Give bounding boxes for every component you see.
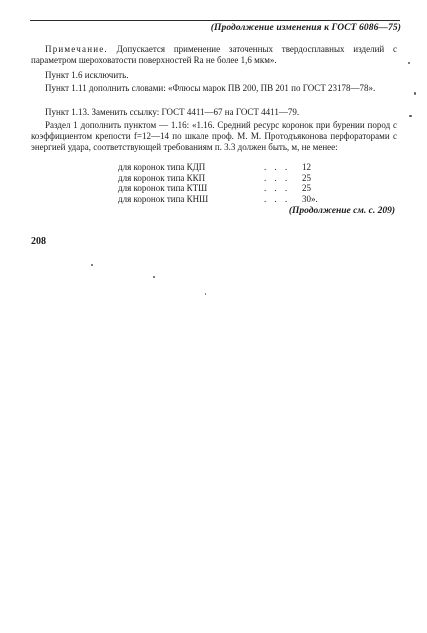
- paragraph-1-11: Пункт 1.11 дополнить словами: «Флюсы марок ПВ 200, ПВ 201 по ГОСТ 23178—78».: [45, 83, 376, 93]
- header-rule: [30, 20, 400, 21]
- scan-speck: [409, 115, 412, 117]
- list-item: [118, 162, 318, 173]
- note-paragraph: [31, 44, 397, 66]
- scan-speck: [153, 276, 155, 278]
- scan-speck: [408, 62, 410, 64]
- list-item-dots: . . .: [264, 162, 291, 172]
- list-item: [118, 194, 318, 205]
- scan-speck: [414, 92, 416, 95]
- list-item-value: 12: [302, 162, 311, 172]
- list-item-label: для коронок типа КТШ: [118, 183, 208, 194]
- header-continuation: (Продолжение изменения к ГОСТ 6086—75): [210, 23, 401, 33]
- list-item-dots: . . .: [264, 193, 291, 204]
- paragraph-1-6: Пункт 1.6 исключить.: [45, 70, 129, 80]
- scan-speck: [205, 293, 206, 295]
- list-item-value: 25: [302, 172, 311, 183]
- note-text: Допускается применение заточенных твердосплавных изделий с параметром шероховатости поверхностей Ra не более 1,6 мкм».: [31, 44, 397, 65]
- list-item: [118, 173, 318, 184]
- list-item-label: для коронок типа КДП: [118, 162, 206, 172]
- list-item-dots: . . .: [264, 183, 291, 194]
- footer-continuation: (Продолжение см. с. 209): [288, 206, 395, 216]
- note-label: Примечание.: [45, 44, 108, 54]
- list-item-value: 25: [302, 183, 311, 194]
- list-item-label: для коронок типа ККП: [118, 172, 206, 183]
- resource-list: [118, 162, 318, 204]
- list-item-value: 30».: [302, 193, 318, 204]
- scan-speck: [91, 264, 93, 266]
- list-item-label: для коронок типа КНШ: [118, 193, 209, 204]
- list-item: [118, 183, 318, 194]
- page-number: 208: [31, 236, 46, 247]
- list-item-dots: . . .: [264, 172, 291, 183]
- paragraph-section-1: Раздел 1 дополнить пунктом — 1.16: «1.16. Средний ресурс коронок при бурении пород с коэффициентом крепости f=12—14 по шкале проф. М. М. Протодъяконова перфораторами с энергией удара, соответствующей требованиям п. 3.3 должен быть, м, не менее:: [31, 120, 397, 152]
- paragraph-1-13: Пункт 1.13. Заменить ссылку: ГОСТ 4411—67 на ГОСТ 4411—79.: [45, 107, 300, 117]
